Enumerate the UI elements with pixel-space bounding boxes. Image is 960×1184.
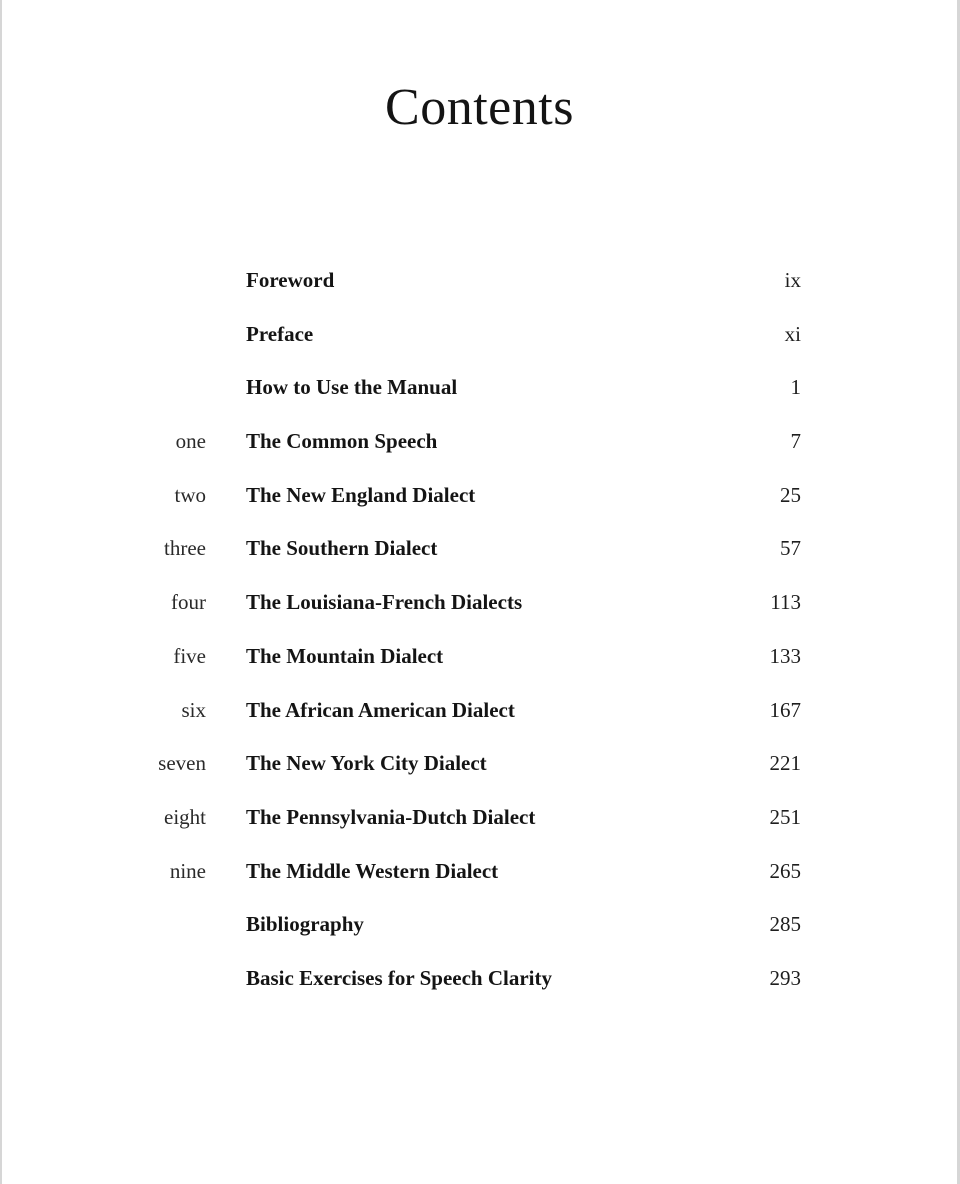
toc-row-basic-exercises xyxy=(2,966,960,1020)
chapter-number: three xyxy=(164,536,206,561)
toc-row-preface xyxy=(2,322,960,376)
chapter-number: nine xyxy=(169,858,206,883)
toc-row-chapter-one xyxy=(2,429,960,483)
toc-entry-title: The Southern Dialect xyxy=(246,536,438,561)
toc-row-chapter-six xyxy=(2,698,960,752)
chapter-number: five xyxy=(173,643,206,668)
toc-page-number: ix xyxy=(784,268,801,292)
chapter-number: six xyxy=(181,697,206,722)
toc-page-number: 57 xyxy=(780,536,801,561)
toc-entry-title: The Common Speech xyxy=(246,429,438,454)
toc-entry-title: The Mountain Dialect xyxy=(246,643,444,668)
toc-page-number: 113 xyxy=(770,590,801,615)
toc-row-bibliography xyxy=(2,912,960,966)
toc-entry-title: The New York City Dialect xyxy=(246,751,487,776)
toc-page-number: 265 xyxy=(769,858,801,883)
toc-page-number: 7 xyxy=(790,429,801,454)
toc-entry-title: Foreword xyxy=(246,268,335,292)
toc-entry-title: Preface xyxy=(246,321,314,346)
toc-row-chapter-two xyxy=(2,483,960,537)
toc-entry-title: The Pennsylvania-Dutch Dialect xyxy=(246,804,536,829)
chapter-number: four xyxy=(171,590,206,615)
toc-row-chapter-nine xyxy=(2,859,960,913)
toc-page-number: 167 xyxy=(769,697,801,722)
chapter-number: one xyxy=(175,429,206,454)
chapter-number: seven xyxy=(158,751,206,776)
toc-page-number: 285 xyxy=(769,912,801,937)
toc-row-foreword xyxy=(2,268,960,322)
toc-entry-title: How to Use the Manual xyxy=(246,375,458,400)
toc-row-chapter-seven xyxy=(2,751,960,805)
table-of-contents xyxy=(2,268,960,1020)
toc-page-number: 1 xyxy=(790,375,801,400)
toc-row-chapter-eight xyxy=(2,805,960,859)
toc-page-number: xi xyxy=(784,321,801,346)
toc-entry-title: The New England Dialect xyxy=(246,482,476,507)
toc-row-chapter-four xyxy=(2,590,960,644)
toc-page-number: 221 xyxy=(769,751,801,776)
toc-entry-title: Basic Exercises for Speech Clarity xyxy=(246,965,553,990)
toc-page-number: 25 xyxy=(780,482,801,507)
toc-entry-title: Bibliography xyxy=(246,912,364,937)
toc-page-number: 133 xyxy=(769,643,801,668)
toc-entry-title: The African American Dialect xyxy=(246,697,515,722)
chapter-number: two xyxy=(174,482,206,507)
toc-page-number: 251 xyxy=(769,804,801,829)
toc-entry-title: The Louisiana-French Dialects xyxy=(246,590,523,615)
toc-row-chapter-five xyxy=(2,644,960,698)
toc-row-chapter-three xyxy=(2,536,960,590)
page-title: Contents xyxy=(385,79,574,136)
toc-entry-title: The Middle Western Dialect xyxy=(246,858,499,883)
toc-page-number: 293 xyxy=(769,965,801,990)
toc-row-how-to-use xyxy=(2,375,960,429)
chapter-number: eight xyxy=(164,804,206,829)
